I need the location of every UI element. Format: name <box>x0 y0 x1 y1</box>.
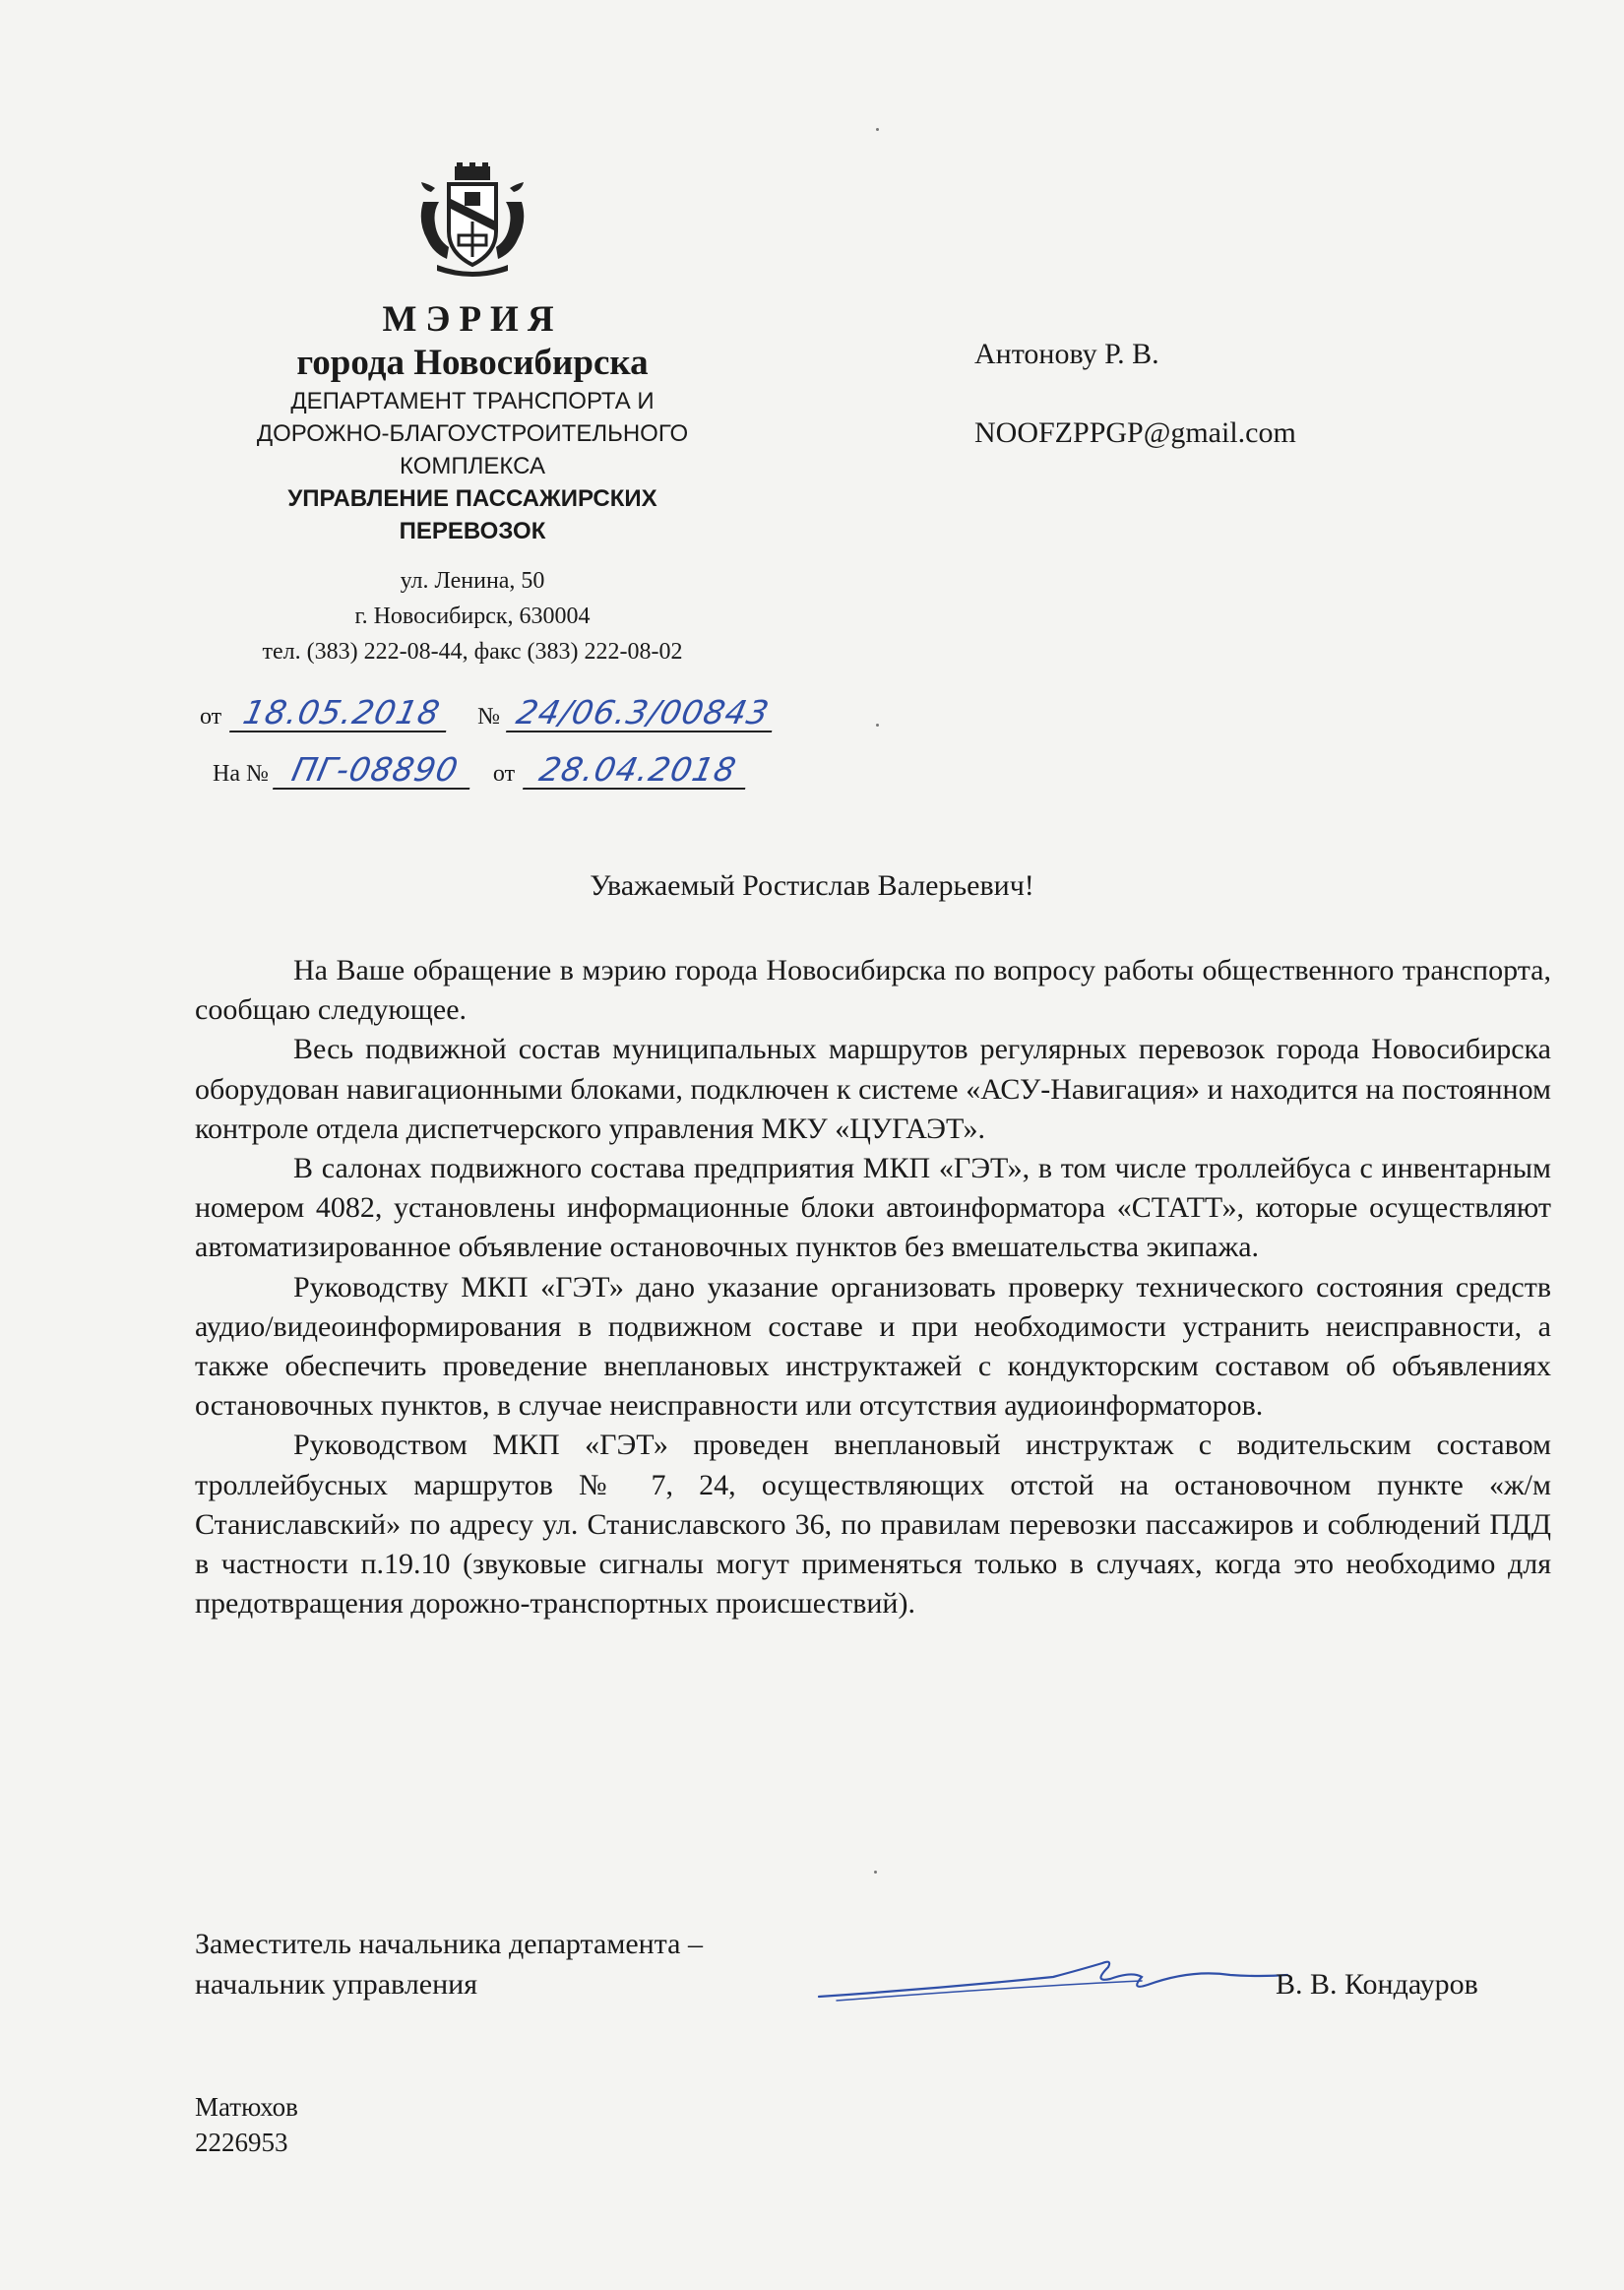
department-line-2: ДОРОЖНО-БЛАГОУСТРОИТЕЛЬНОГО <box>256 420 689 447</box>
unit-line-1: УПРАВЛЕНИЕ ПАССАЖИРСКИХ <box>287 485 657 512</box>
reply-label: На № <box>213 761 269 787</box>
body-paragraph: В салонах подвижного состава предприятия МКП «ГЭТ», в том числе троллейбуса с инвентарным номером 4082, установлены информационные блоки автоинформатора «СТАТТ», которые осуществляют автоматизированное объявление остановочных пунктов без вмешательства экипажа. <box>195 1152 1551 1264</box>
signatory-name: В. В. Кондауров <box>1276 1968 1478 2001</box>
city-title: города Новосибирска <box>296 343 649 383</box>
reply-number: ПГ-08890 <box>273 752 477 790</box>
reply-from-label: от <box>492 761 516 787</box>
from-label: от <box>200 704 222 730</box>
recipient-block <box>974 335 1296 453</box>
phone-fax: тел. (383) 222-08-44, факс (383) 222-08-02 <box>262 639 683 665</box>
position-line-1: Заместитель начальника департамента – <box>195 1928 703 1960</box>
department-line-3: КОМПЛЕКСА <box>400 453 545 479</box>
recipient-email: NOOFZPPGP@gmail.com <box>974 416 1296 449</box>
body-paragraph: Руководством МКП «ГЭТ» проведен внеплановый инструктаж с водительским составом троллейбусных маршрутов № 7, 24, осуществляющих отстой на остановочном пункте «ж/м Станиславский» по адресу ул. Станиславского 36, по правилам перевозки пассажиров и соблюдений ПДД в частности п.19.10 (звуковые сигналы могут применяться только в случаях, когда это необходимо для предотвращения дорожно-транспортных происшествий). <box>195 1429 1551 1621</box>
executor-name: Матюхов <box>195 2092 298 2122</box>
reply-date: 28.04.2018 <box>523 752 753 790</box>
scan-speck <box>876 724 879 727</box>
outgoing-number: 24/06.3/00843 <box>506 695 780 732</box>
position-line-2: начальник управления <box>195 1968 478 2001</box>
letter-body <box>195 951 1551 1623</box>
scan-speck <box>874 1871 877 1874</box>
number-label: № <box>477 704 501 730</box>
unit-line-2: ПЕРЕВОЗОК <box>399 518 546 544</box>
body-paragraph: Руководству МКП «ГЭТ» дано указание организовать проверку технического состояния средств аудио/видеоинформирования в подвижном составе и при необходимости устранить неисправности, а также обеспечить проведение внеплановых инструктажей с кондукторским составом об объявлениях остановочных пунктов, в случае неисправности или отсутствия аудиоинформаторов. <box>195 1270 1551 1423</box>
executor-block <box>195 2089 298 2160</box>
body-paragraph: Весь подвижной состав муниципальных маршрутов регулярных перевозок города Новосибирска оборудован навигационными блоками, подключен к системе «АСУ-Навигация» и находится на постоянном контроле отдела диспетчерского управления МКУ «ЦУГАЭТ». <box>195 1033 1551 1145</box>
address-block <box>192 563 753 669</box>
body-paragraph: На Ваше обращение в мэрию города Новосибирска по вопросу работы общественного транспорта, сообщаю следующее. <box>195 954 1551 1027</box>
city-coat-of-arms-icon <box>413 162 531 281</box>
outgoing-date: 18.05.2018 <box>229 695 454 732</box>
executor-phone: 2226953 <box>195 2128 288 2157</box>
recipient-name: Антонову Р. В. <box>974 338 1159 370</box>
salutation: Уважаемый Ростислав Валерьевич! <box>590 869 1034 902</box>
outgoing-reference <box>200 695 776 734</box>
reply-reference <box>213 752 749 792</box>
mayoralty-title: МЭРИЯ <box>382 299 563 340</box>
handwritten-signature <box>817 1940 1289 2008</box>
scan-speck <box>876 128 879 131</box>
address-city: г. Новосибирск, 630004 <box>354 604 591 629</box>
department-line-1: ДЕПАРТАМЕНТ ТРАНСПОРТА И <box>290 388 655 414</box>
signatory-position <box>195 1924 703 2004</box>
address-street: ул. Ленина, 50 <box>400 568 545 594</box>
letterhead <box>192 162 753 669</box>
